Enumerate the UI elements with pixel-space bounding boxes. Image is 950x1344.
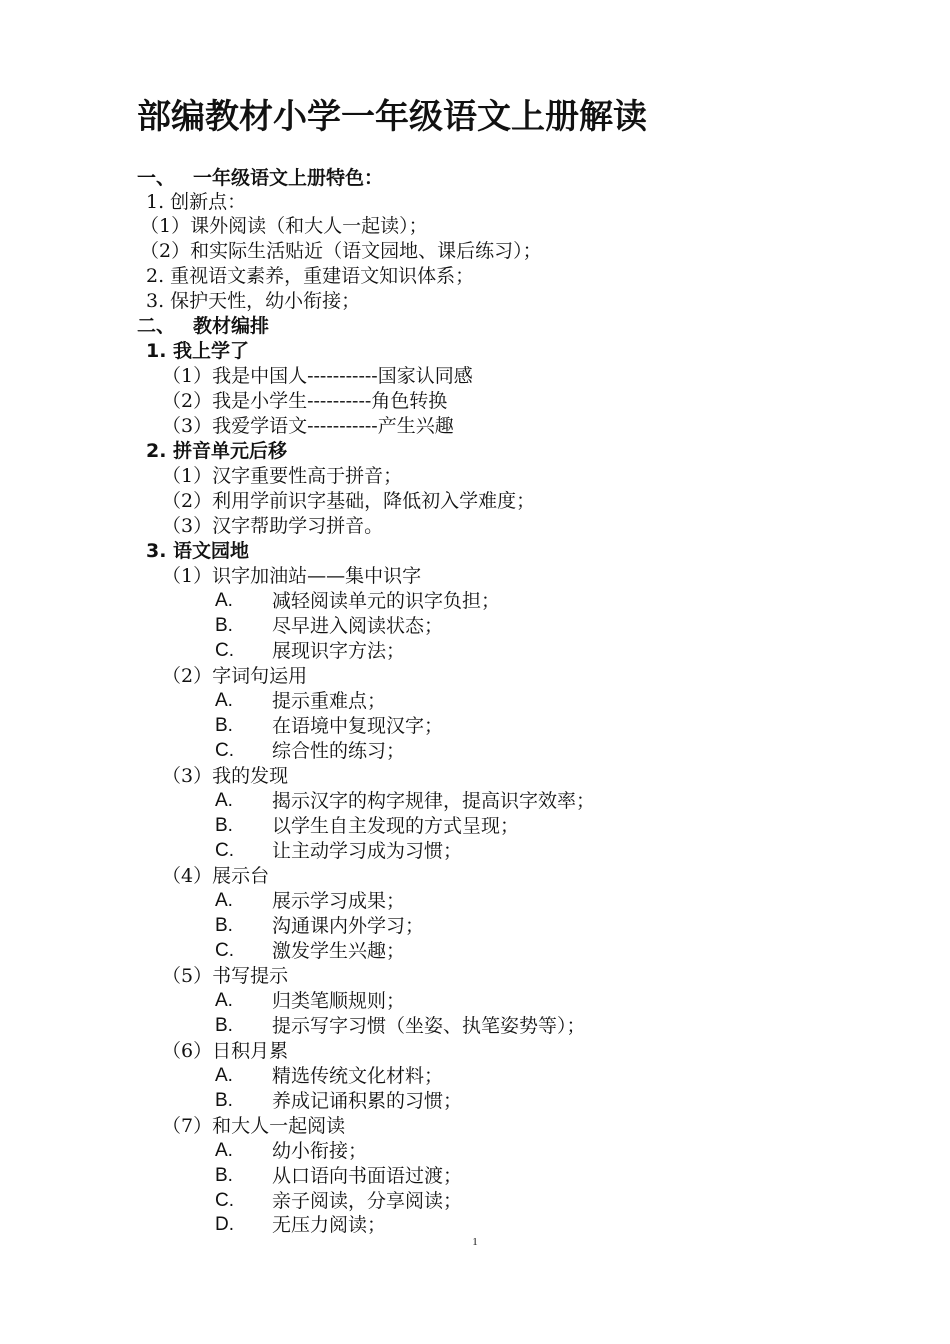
section-1-number: 一、 [137, 167, 176, 189]
item-letter: B. [215, 1015, 233, 1036]
item-text: 尽早进入阅读状态； [272, 615, 444, 637]
item-letter: A. [215, 790, 233, 811]
item-letter: B. [215, 815, 233, 836]
document-title: 部编教材小学一年级语文上册解读 [137, 97, 647, 137]
item-letter: A. [215, 590, 233, 611]
list-item: （2）我是小学生----------角色转换 [162, 390, 448, 412]
list-item: （3）我爱学语文-----------产生兴趣 [162, 415, 454, 437]
item-text: 归类笔顺规则； [272, 990, 406, 1012]
item-letter: A. [215, 890, 233, 911]
item-text: 展现识字方法； [272, 640, 406, 662]
list-item [0, 589, 950, 613]
list-item: （1）课外阅读（和大人一起读）； [140, 215, 428, 237]
list-item [0, 614, 950, 638]
list-item [0, 1014, 950, 1038]
list-item [0, 1064, 950, 1088]
item-letter: C. [215, 640, 234, 661]
page-number: 1 [472, 1236, 478, 1248]
list-item: 3. 保护天性，幼小衔接； [146, 290, 361, 312]
list-item: （1）我是中国人-----------国家认同感 [162, 365, 473, 387]
section-1-title: 一年级语文上册特色： [193, 167, 384, 189]
list-item: （2）和实际生活贴近（语文园地、课后练习）； [140, 240, 542, 262]
list-item [0, 939, 950, 963]
item-letter: A. [215, 690, 233, 711]
group-label: （4）展示台 [162, 865, 270, 887]
list-item [0, 914, 950, 938]
item-letter: A. [215, 1140, 233, 1161]
item-text: 激发学生兴趣； [272, 940, 406, 962]
item-letter: B. [215, 915, 233, 936]
list-item [0, 1213, 950, 1237]
item-text: 让主动学习成为习惯； [272, 840, 463, 862]
list-item [0, 989, 950, 1013]
item-letter: B. [215, 715, 233, 736]
group-label: （1）识字加油站——集中识字 [162, 565, 422, 587]
section-2-heading [137, 314, 270, 338]
item-letter: C. [215, 740, 234, 761]
item-text: 沟通课内外学习； [272, 915, 425, 937]
list-item [0, 1164, 950, 1188]
list-item: 2. 重视语文素养，重建语文知识体系； [146, 265, 475, 287]
item-letter: C. [215, 1190, 234, 1211]
subsection-heading: 1. 我上学了 [146, 340, 250, 362]
list-item [0, 789, 950, 813]
list-item [0, 1089, 950, 1113]
item-letter: A. [215, 1065, 233, 1086]
subsection-heading: 3. 语文园地 [146, 540, 250, 562]
item-text: 从口语向书面语过渡； [272, 1165, 463, 1187]
item-text: 亲子阅读，分享阅读； [272, 1190, 463, 1212]
list-item [0, 639, 950, 663]
section-1-heading [137, 166, 384, 190]
list-item: （3）汉字帮助学习拼音。 [162, 515, 384, 537]
item-letter: B. [215, 1165, 233, 1186]
list-item [0, 1139, 950, 1163]
section-2-title: 教材编排 [193, 315, 270, 337]
item-text: 展示学习成果； [272, 890, 406, 912]
item-text: 以学生自主发现的方式呈现； [272, 815, 520, 837]
list-item [0, 839, 950, 863]
item-text: 揭示汉字的构字规律，提高识字效率； [272, 790, 596, 812]
item-letter: B. [215, 615, 233, 636]
item-text: 无压力阅读； [272, 1214, 387, 1236]
subsection-heading: 2. 拼音单元后移 [146, 440, 288, 462]
list-item: 1. 创新点： [146, 191, 247, 213]
item-text: 提示重难点； [272, 690, 387, 712]
list-item [0, 714, 950, 738]
group-label: （5）书写提示 [162, 965, 289, 987]
list-item [0, 739, 950, 763]
item-letter: B. [215, 1090, 233, 1111]
item-text: 在语境中复现汉字； [272, 715, 444, 737]
item-letter: C. [215, 940, 234, 961]
item-letter: A. [215, 990, 233, 1011]
list-item: （1）汉字重要性高于拼音； [162, 465, 403, 487]
section-2-number: 二、 [137, 315, 176, 337]
list-item [0, 689, 950, 713]
list-item: （2）利用学前识字基础，降低初入学难度； [162, 490, 536, 512]
item-text: 提示写字习惯（坐姿、执笔姿势等）； [272, 1015, 586, 1037]
item-text: 幼小衔接； [272, 1140, 368, 1162]
group-label: （2）字词句运用 [162, 665, 308, 687]
item-text: 综合性的练习； [272, 740, 406, 762]
item-letter: D. [215, 1214, 234, 1235]
item-letter: C. [215, 840, 234, 861]
group-label: （3）我的发现 [162, 765, 289, 787]
list-item [0, 889, 950, 913]
item-text: 精选传统文化材料； [272, 1065, 444, 1087]
list-item [0, 1189, 950, 1213]
group-label: （6）日积月累 [162, 1040, 289, 1062]
group-label: （7）和大人一起阅读 [162, 1115, 346, 1137]
item-text: 减轻阅读单元的识字负担； [272, 590, 501, 612]
list-item [0, 814, 950, 838]
item-text: 养成记诵积累的习惯； [272, 1090, 463, 1112]
